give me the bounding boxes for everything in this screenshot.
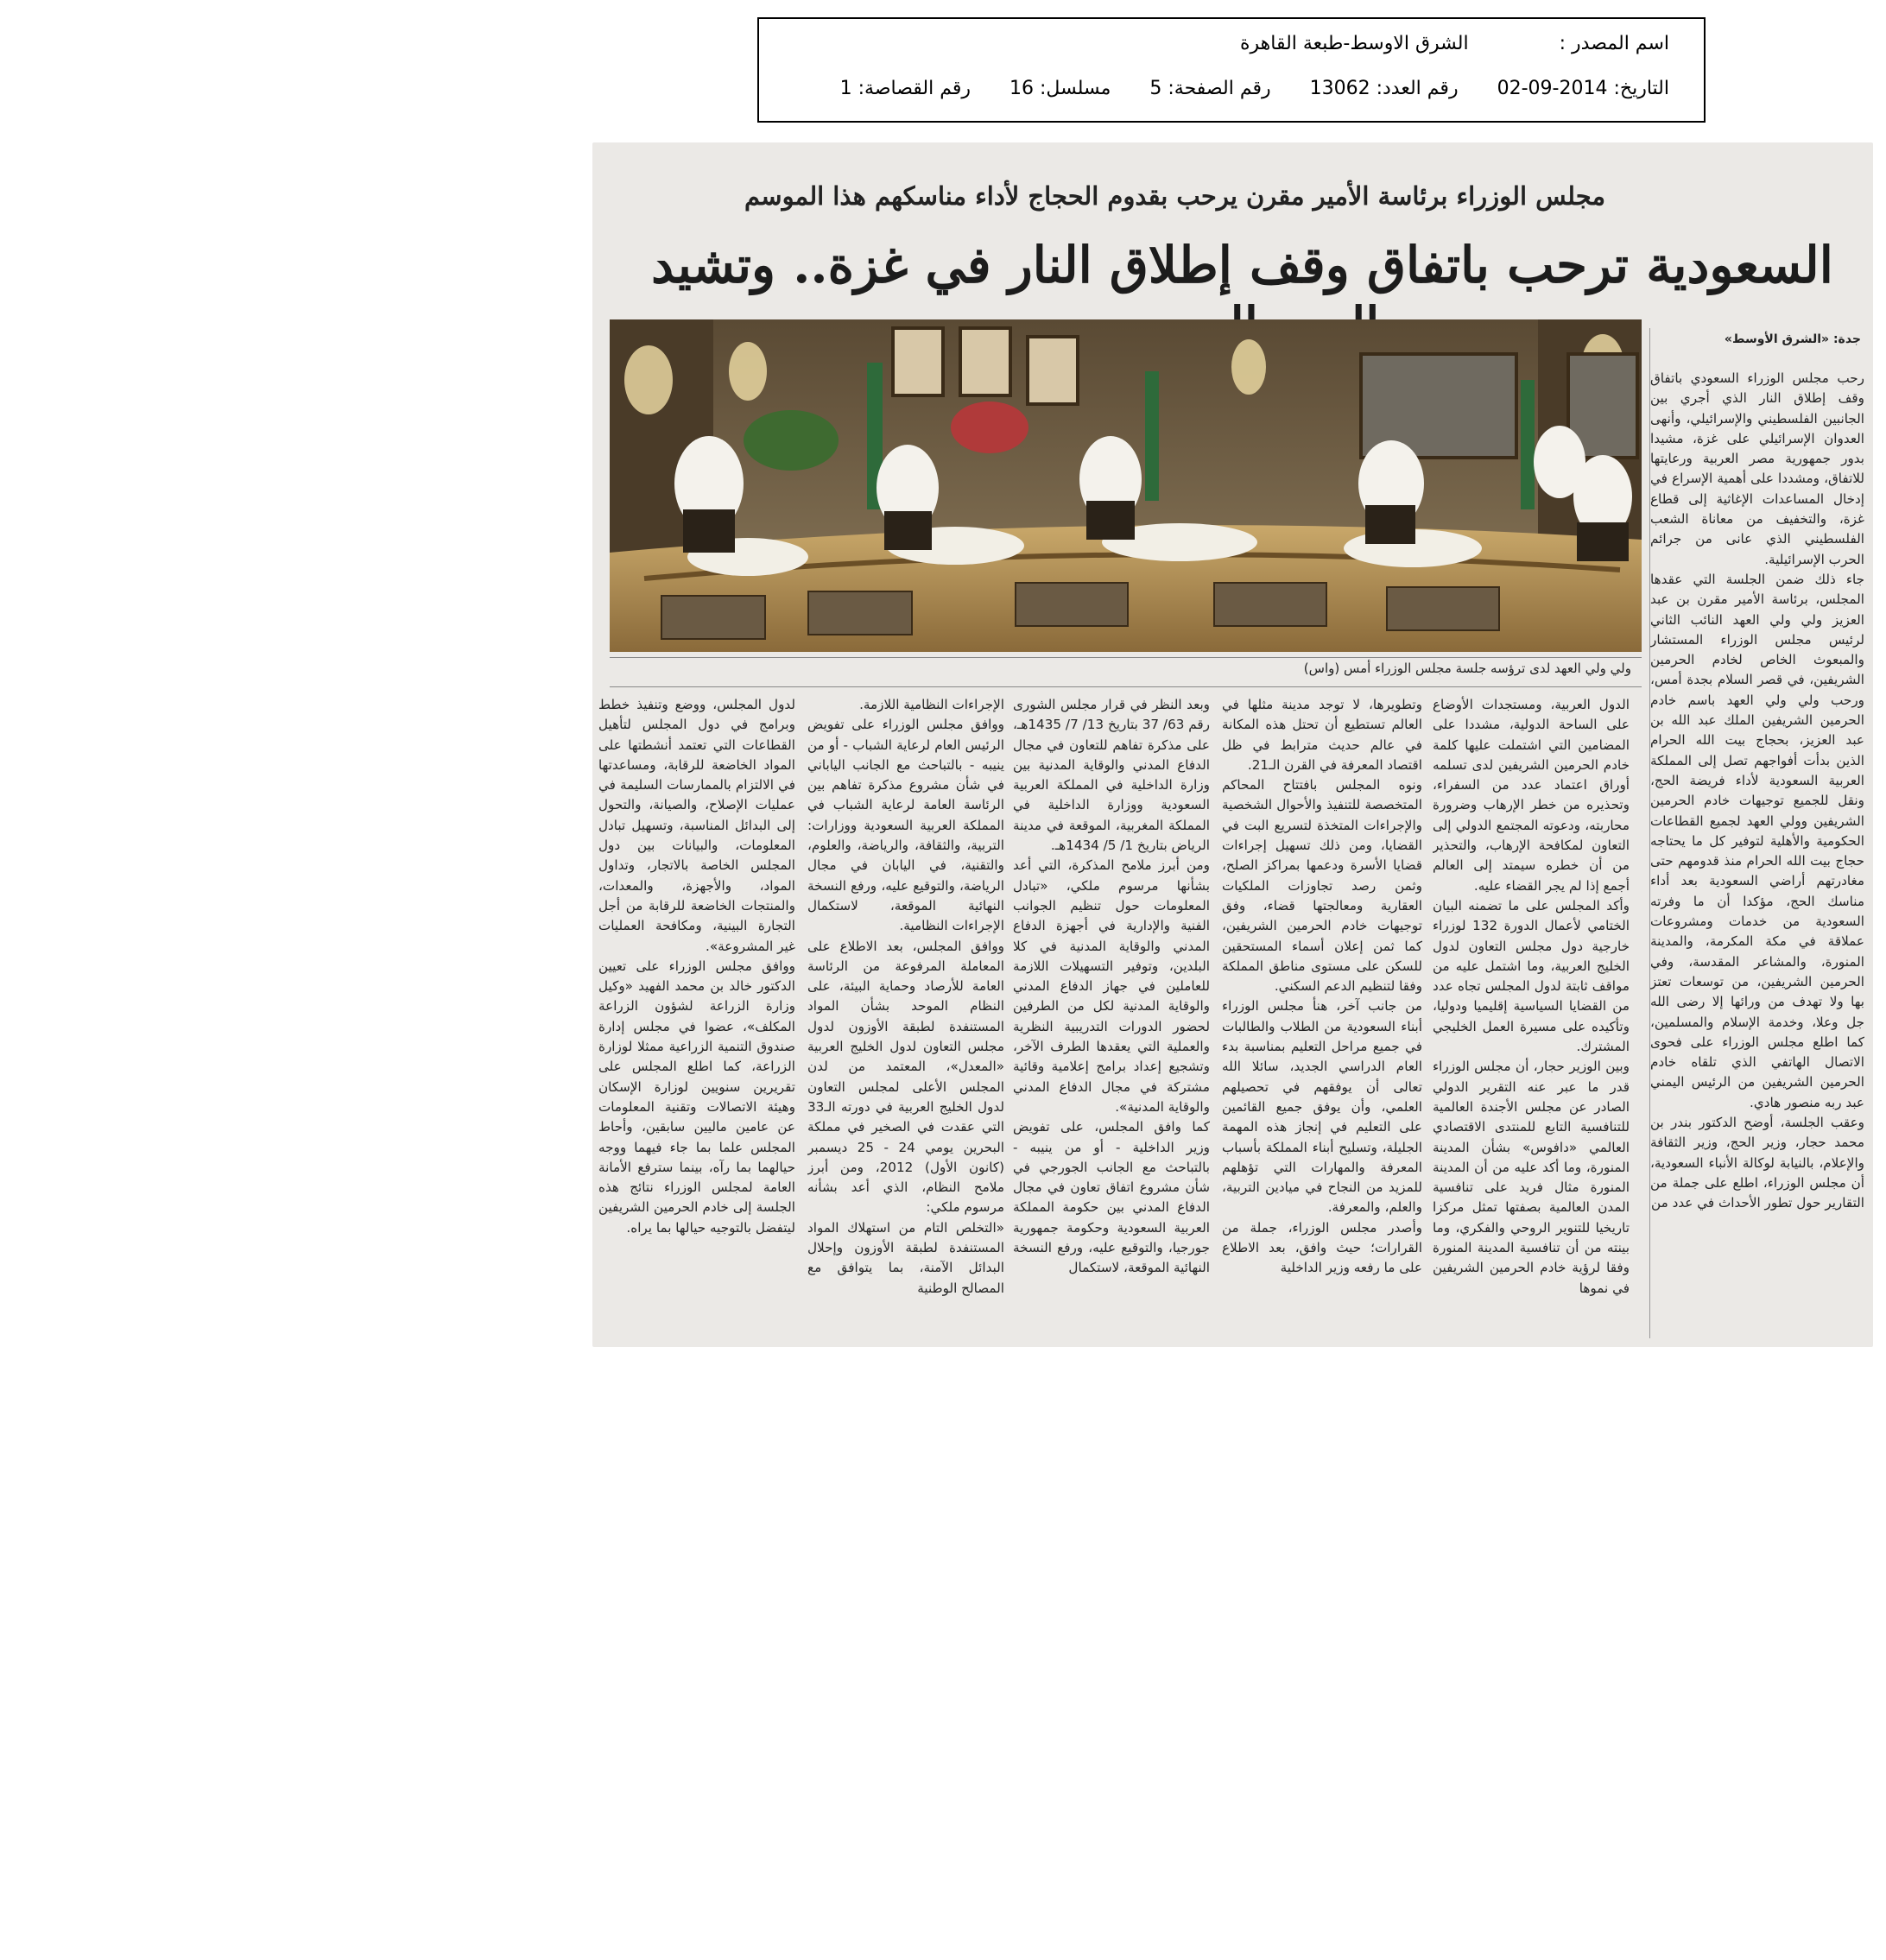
article-column-5: الإجراءات النظامية اللازمة. ووافق مجلس الوزراء على تفويض الرئيس العام لرعاية الشباب - أو من ينيبه - بالتباحث مع الجانب الياباني في شأن مشروع مذكرة تفاهم بين الرئاسة العامة لرعاية الشباب في المملكة العربية السعودية ووزارات: التربية، والثقافة، والرياضة، والعلوم، والتقنية، في اليابان في مجال الرياضة، والتوقيع عليه، ورفع النسخة النهائية الموقعة، لاستكمال الإجراءات النظامية. ووافق المجلس، بعد الاطلاع على المعاملة المرفوعة من الرئاسة العامة للأرصاد وحماية البيئة، على النظام الموحد بشأن المواد المستنفدة لطبقة الأوزون لدول مجلس التعاون لدول الخليج العربية «المعدل»، المعتمد من لدن المجلس الأعلى لمجلس التعاون لدول الخليج العربية في دورته الـ33 التي عقدت في الصخير في مملكة البحرين يومي 24 - 25 ديسمبر (كانون الأول) 2012، ومن أبرز ملامح النظام، الذي أعد بشأنه مرسوم ملكي: «التخلص التام من استهلاك المواد المستنفدة لطبقة الأوزون وإحلال البدائل الآمنة، بما يتوافق مع المصالح الوطنية [807,697,1004,1296]
issue-field: رقم العدد: 13062 [1309,78,1459,99]
article-column-4: وبعد النظر في قرار مجلس الشورى رقم 63/ 37 بتاريخ 13/ 7/ 1435هـ، على مذكرة تفاهم للتعاون في مجال الدفاع المدني والوقاية المدنية بين وزارة الداخلية في المملكة العربية السعودية ووزارة الداخلية في المملكة المغربية، الموقعة في مدينة الرياض بتاريخ 1/ 5/ 1434هـ. ومن أبرز ملامح المذكرة، التي أعد بشأنها مرسوم ملكي، «تبادل المعلومات حول تنظيم الجوانب الفنية والإدارية في أجهزة الدفاع المدني والوقاية المدنية في كلا البلدين، وتوفير التسهيلات اللازمة للعاملين في جهاز الدفاع المدني والوقاية المدنية لكل من الطرفين لحضور الدورات التدريبية النظرية والعملية التي يعقدها الطرف الآخر، وتشجيع إعداد برامج إعلامية وقائية مشتركة في مجال الدفاع المدني والوقاية المدنية». كما وافق المجلس، على تفويض وزير الداخلية - أو من ينيبه - بالتباحث مع الجانب الجورجي في شأن مشروع اتفاق تعاون في مجال الدفاع المدني بين حكومة المملكة العربية السعودية وحكومة جمهورية جورجيا، والتوقيع عليه، ورفع النسخة النهائية الموقعة، لاستكمال [1013,697,1210,1276]
article-column-lead: رحب مجلس الوزراء السعودي باتفاق وقف إطلاق النار الذي أجري بين الجانبين الفلسطيني والإسرائيلي، وأنهى العدوان الإسرائيلي على غزة، مشيدا بدور جمهورية مصر العربية ورعايتها للاتفاق، ومشددا على أهمية الإسراع في إدخال المساعدات الإغاثية إلى قطاع غزة، والتخفيف من معاناة الشعب الفلسطيني الذي عانى من جرائم الحرب الإسرائيلية. جاء ذلك ضمن الجلسة التي عقدها المجلس، برئاسة الأمير مقرن بن عبد العزيز ولي ولي العهد النائب الثاني لرئيس مجلس الوزراء المستشار والمبعوث الخاص لخادم الحرمين الشريفين، في قصر السلام بجدة أمس، ورحب ولي ولي العهد باسم خادم الحرمين الشريفين الملك عبد الله بن عبد العزيز، بحجاج بيت الله الحرام الذين بدأت أفواجهم تصل إلى المملكة العربية السعودية لأداء فريضة الحج، ونقل للجميع توجيهات خادم الحرمين الشريفين وولي العهد لجميع القطاعات الحكومية والأهلية لتوفير كل ما يحتاجه حجاج بيت الله الحرام منذ قدومهم حتى مغادرتهم أراضي السعودية بعد أداء مناسك الحج، مؤكدا أن ما وفرته السعودية من خدمات ومشروعات عملاقة في مكة المكرمة، والمدينة المنورة، والمشاعر المقدسة، وفي الحرمين الشريفين، من توسعات تعتز بها ولا تهدف من ورائها إلا رضى الله جل وعلا، وخدمة الإسلام والمسلمين، كما اطلع مجلس الوزراء على فحوى الاتصال الهاتفي الذي تلقاه خادم الحرمين الشريفين من الرئيس اليمني عبد ربه منصور هادي. وعقب الجلسة، أوضح الدكتور بندر بن محمد حجار، وزير الحج، وزير الثقافة والإعلام، بالنيابة لوكالة الأنباء السعودية، أن مجلس الوزراء، اطلع على جملة من التقارير حول تطور الأحداث في عدد من [1650,370,1864,1211]
photo-caption: ولي ولي العهد لدى ترؤسه جلسة مجلس الوزراء أمس (واس) [1303,661,1631,676]
article-byline: جدة: «الشرق الأوسط» [1724,332,1861,346]
source-value: الشرق الاوسط-طبعة القاهرة [1239,33,1469,54]
clipping-header-box [757,17,1706,123]
source-label: اسم المصدر : [1559,33,1669,54]
newspaper-clipping [592,142,1873,1347]
article-kicker: مجلس الوزراء برئاسة الأمير مقرن يرحب بقدوم الحجاج لأداء مناسكهم هذا الموسم [744,181,1605,211]
meta-row [807,78,1669,99]
serial-field: مسلسل: 16 [1009,78,1111,99]
columns-top-rule [610,686,1642,687]
caption-rule [610,657,1642,658]
article-column-6: لدول المجلس، ووضع وتنفيذ خطط وبرامج في دول المجلس لتأهيل القطاعات التي تعتمد أنشطتها على المواد الخاضعة للرقابة، ومساعدتها في الالتزام بالممارسات السليمة في عمليات الإصلاح، والصيانة، والتحول إلى البدائل المناسبة، وتسهيل تبادل المعلومات، والبيانات بين دول المجلس الخاصة بالاتجار، وتداول المواد، والأجهزة، والمعدات، والمنتجات الخاضعة للرقابة من أجل التجارة البينية، ومكافحة العمليات غير المشروعة». ووافق مجلس الوزراء على تعيين الدكتور خالد بن محمد الفهيد «وكيل وزارة الزراعة لشؤون الزراعة المكلف»، عضوا في مجلس إدارة صندوق التنمية الزراعية ممثلا لوزارة الزراعة، كما اطلع المجلس على تقريرين سنويين لوزارة الإسكان وهيئة الاتصالات وتقنية المعلومات عن عامين ماليين سابقين، وأحاط المجلس علما بما جاء فيهما ووجه حيالهما بما رآه، بينما سترفع الأمانة العامة لمجلس الوزراء نتائج هذه الجلسة إلى خادم الحرمين الشريفين ليتفضل بالتوجيه حيالها بما يراه. [598,697,795,1236]
page-field: رقم الصفحة: 5 [1149,78,1271,99]
date-field: التاريخ: 2014-09-02 [1497,78,1669,99]
article-column-2: الدول العربية، ومستجدات الأوضاع على الساحة الدولية، مشددا على المضامين التي اشتملت عليها كلمة خادم الحرمين الشريفين لدى تسلمه أوراق اعتماد عدد من السفراء، وتحذيره من خطر الإرهاب وضرورة محاربته، ودعوته المجتمع الدولي إلى التعاون لمكافحة الإرهاب، والتحذير من أن خطره سيمتد إلى العالم أجمع إذا لم يجر القضاء عليه. وأكد المجلس على ما تضمنه البيان الختامي لأعمال الدورة 132 لوزراء خارجية دول مجلس التعاون لدول الخليج العربية، وما اشتمل عليه من مواقف ثابتة لدول المجلس تجاه عدد من القضايا السياسية إقليميا ودوليا، وتأكيده على مسيرة العمل الخليجي المشترك. وبين الوزير حجار، أن مجلس الوزراء قدر ما عبر عنه التقرير الدولي الصادر عن مجلس الأجندة العالمية للتنافسية التابع للمنتدى الاقتصادي العالمي «دافوس» بشأن المدينة المنورة، وما أكد عليه من أن المدينة المنورة مثال فريد على تنافسية المدن العالمية بصفتها تمثل مركزا تاريخيا للتنوير الروحي والفكري، وما بينته من أن تنافسية المدينة المنورة وفقا لرؤية خادم الحرمين الشريفين في نموها [1433,697,1630,1296]
cabinet-meeting-photo [610,319,1642,652]
cabinet-meeting-illustration [610,319,1642,652]
clip-number-field: رقم القصاصة: 1 [839,78,971,99]
article-headline: السعودية ترحب باتفاق وقف إطلاق النار في غزة.. وتشيد [651,236,1833,294]
article-column-3: وتطويرها، لا توجد مدينة مثلها في العالم تستطيع أن تحتل هذه المكانة في عالم حديث مترابط في ظل اقتصاد المعرفة في القرن الـ21. ونوه المجلس بافتتاح المحاكم المتخصصة للتنفيذ والأحوال الشخصية والإجراءات المتخذة لتسريع البت في القضايا، ومن ذلك تسهيل إجراءات قضايا الأسرة ودعمها بمراكز الصلح، وثمن رصد تجاوزات الملكيات العقارية ومعالجتها قضاء، وفق توجيهات خادم الحرمين الشريفين، كما ثمن إعلان أسماء المستحقين للسكن على مستوى مناطق المملكة وفقا لتنظيم الدعم السكني. من جانب آخر، هنأ مجلس الوزراء أبناء السعودية من الطلاب والطالبات في جميع مراحل التعليم بمناسبة بدء العام الدراسي الجديد، سائلا الله تعالى أن يوفقهم في تحصيلهم العلمي، وأن يوفق جميع القائمين على التعليم في إنجاز هذه المهمة الجليلة، وتسليح أبناء المملكة بأسباب المعرفة والمهارات التي تؤهلهم للمزيد من النجاح في ميادين التربية، والعلم، والمعرفة. وأصدر مجلس الوزراء، جملة من القرارات؛ حيث وافق، بعد الاطلاع على ما رفعه وزير الداخلية [1222,697,1422,1276]
source-row [1207,33,1669,54]
